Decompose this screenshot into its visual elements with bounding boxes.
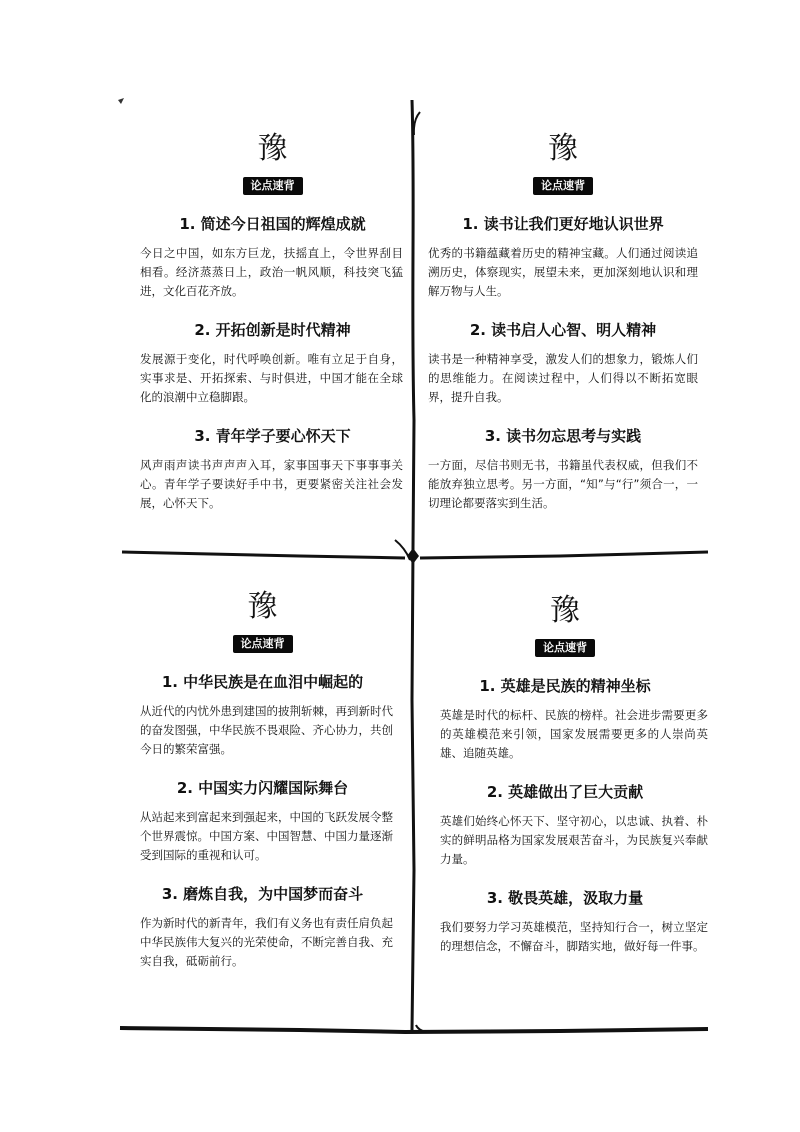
argument-item xyxy=(120,883,405,971)
argument-item xyxy=(422,887,708,956)
section-badge: 论点速背 xyxy=(535,639,595,657)
argument-title: 1. 中华民族是在血泪中崛起的 xyxy=(161,673,364,691)
decorative-glyph-icon: 豫 xyxy=(550,593,580,628)
argument-item xyxy=(422,675,708,763)
argument-body: 一方面，尽信书则无书，书籍虽代表权威，但我们不能放弃独立思考。另一方面，“知”与“行”须合一，一切理论都要落实到生活。 xyxy=(428,458,698,510)
horizontal-divider-right xyxy=(420,552,708,558)
argument-title: 3. 磨炼自我，为中国梦而奋斗 xyxy=(161,885,364,903)
argument-title: 2. 开拓创新是时代精神 xyxy=(194,321,351,339)
argument-body: 优秀的书籍蕴藏着历史的精神宝藏。人们通过阅读追溯历史，体察现实，展望未来，更加深刻地认识和理解万物与人生。 xyxy=(428,246,698,298)
argument-body: 英雄们始终心怀天下、坚守初心，以忠诚、执着、朴实的鲜明品格为国家发展艰苦奋斗，为民族复兴奉献力量。 xyxy=(440,814,708,866)
argument-body: 从近代的内忧外患到建国的披荆斩棘，再到新时代的奋发图强，中华民族不畏艰险、齐心协力，共创今日的繁荣富强。 xyxy=(140,704,393,756)
argument-item xyxy=(422,781,708,869)
argument-item xyxy=(140,425,405,513)
decorative-glyph-icon: 豫 xyxy=(257,131,288,166)
argument-title: 3. 敬畏英雄，汲取力量 xyxy=(486,889,644,907)
argument-body: 我们要努力学习英雄模范，坚持知行合一，树立坚定的理想信念，不懈奋斗，脚踏实地，做好每一件事。 xyxy=(440,920,708,953)
argument-title: 1. 英雄是民族的精神坐标 xyxy=(479,677,651,695)
section-badge: 论点速背 xyxy=(533,177,593,195)
argument-title: 2. 中国实力闪耀国际舞台 xyxy=(176,779,349,797)
argument-item xyxy=(140,319,405,407)
argument-title: 3. 读书勿忘思考与实践 xyxy=(484,427,642,445)
argument-item xyxy=(428,425,698,513)
argument-body: 风声雨声读书声声声入耳，家事国事天下事事事关心。青年学子要读好手中书，更要紧密关注社会发展，心怀天下。 xyxy=(140,458,403,510)
argument-body: 发展源于变化，时代呼唤创新。唯有立足于自身，实事求是、开拓探索、与时俱进，中国才能在全球化的浪潮中立稳脚跟。 xyxy=(140,352,403,404)
section-badge: 论点速背 xyxy=(243,177,303,195)
argument-title: 1. 简述今日祖国的辉煌成就 xyxy=(179,215,366,233)
argument-title: 3. 青年学子要心怀天下 xyxy=(194,427,351,445)
center-ornament xyxy=(407,548,419,564)
corner-mark xyxy=(118,98,124,104)
argument-body: 作为新时代的新青年，我们有义务也有责任肩负起中华民族伟大复兴的光荣使命，不断完善自我、充实自我，砥砺前行。 xyxy=(140,916,393,968)
argument-item xyxy=(120,777,405,865)
argument-body: 从站起来到富起来到强起来，中国的飞跃发展令整个世界震惊。中国方案、中国智慧、中国力量逐渐受到国际的重视和认可。 xyxy=(140,810,393,862)
argument-body: 英雄是时代的标杆、民族的榜样。社会进步需要更多的英雄模范来引领，国家发展需要更多的人崇尚英雄、追随英雄。 xyxy=(440,708,708,760)
bottom-rule xyxy=(120,1028,708,1032)
section-badge: 论点速背 xyxy=(233,635,293,653)
argument-item xyxy=(428,319,698,407)
q2-corner xyxy=(414,112,420,135)
argument-item xyxy=(120,671,405,759)
vertical-divider xyxy=(412,100,414,1030)
argument-title: 2. 读书启人心智、明人精神 xyxy=(469,321,657,339)
quadrant-bottom-left xyxy=(120,570,405,1025)
argument-body: 读书是一种精神享受，激发人们的想象力，锻炼人们的思维能力。在阅读过程中，人们得以不断拓宽眼界，提升自我。 xyxy=(428,352,698,404)
quadrant-top-left xyxy=(140,110,405,550)
argument-item xyxy=(140,213,405,301)
quadrant-bottom-right xyxy=(422,570,708,1025)
argument-title: 2. 英雄做出了巨大贡献 xyxy=(486,783,644,801)
decorative-glyph-icon: 豫 xyxy=(548,131,578,166)
argument-body: 今日之中国，如东方巨龙，扶摇直上，令世界刮目相看。经济蒸蒸日上，政治一帆风顺，科技突飞猛进，文化百花齐放。 xyxy=(140,246,403,298)
decorative-glyph-icon: 豫 xyxy=(247,589,278,624)
argument-title: 1. 读书让我们更好地认识世界 xyxy=(462,215,664,233)
horizontal-divider-left xyxy=(122,552,405,558)
quadrant-top-right xyxy=(428,110,698,550)
argument-item xyxy=(428,213,698,301)
